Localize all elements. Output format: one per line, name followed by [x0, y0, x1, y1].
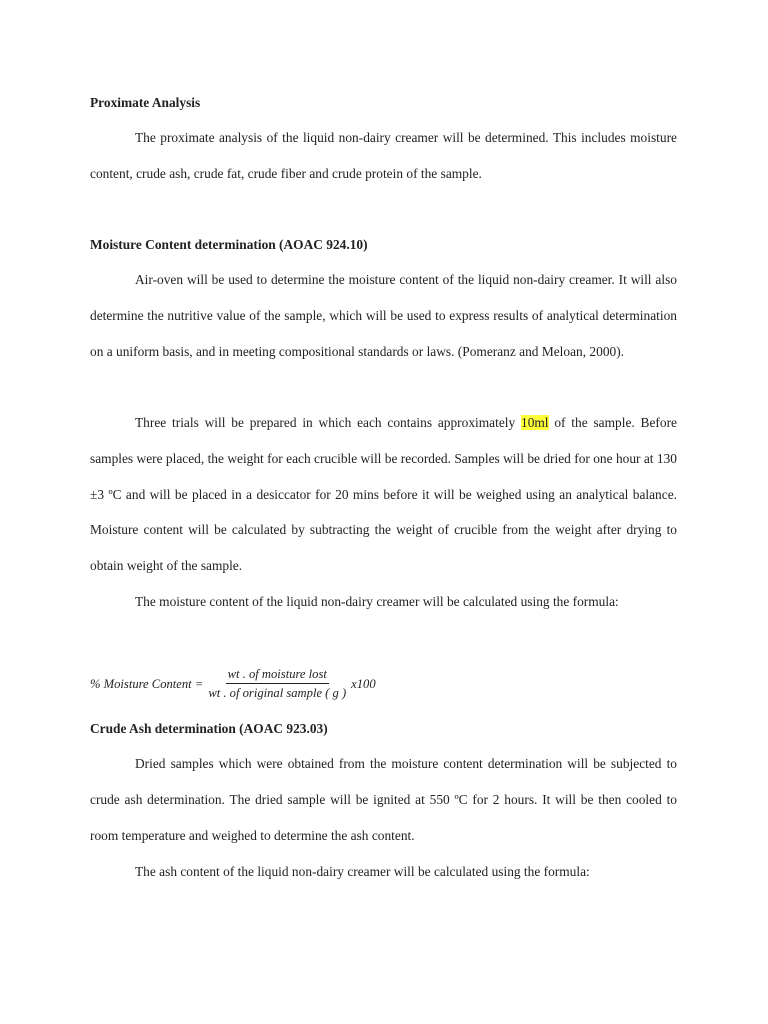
procedure-text-start: Three trials will be prepared in which each contains approximately — [135, 415, 521, 430]
heading-crude-ash: Crude Ash determination (AOAC 923.03) — [90, 721, 328, 736]
formula-lhs: % Moisture Content = — [90, 676, 204, 691]
heading-proximate-analysis: Proximate Analysis — [90, 95, 201, 110]
moisture-content-formula — [90, 664, 490, 704]
highlighted-volume: 10ml — [521, 415, 549, 430]
formula-numerator: wt . of moisture lost — [226, 666, 329, 684]
formula-multiplier: x100 — [351, 676, 376, 691]
formula-denominator: wt . of original sample ( g ) — [208, 686, 347, 700]
formula-fraction — [206, 666, 348, 702]
paragraph-moisture-formula-intro: The moisture content of the liquid non-dairy creamer will be calculated using the formula: — [135, 594, 619, 609]
paragraph-proximate-intro: The proximate analysis of the liquid non-dairy creamer will be determined. This includes moisture content, crude ash, crude fat, crude fiber and crude protein of the sample. — [90, 130, 677, 181]
paragraph-ash-procedure: Dried samples which were obtained from the moisture content determination will be subjected to crude ash determination. The dried sample will be ignited at 550 ºC for 2 hours. It will be then cooled to room temperature and weighed to determine the ash content. — [90, 756, 677, 843]
paragraph-moisture-method: Air-oven will be used to determine the moisture content of the liquid non-dairy creamer. It will also determine the nutritive value of the sample, which will be used to express results of analytical determination on a uniform basis, and in meeting compositional standards or laws. (Pomeranz and Meloan, 2000). — [90, 272, 677, 359]
paragraph-moisture-procedure — [90, 405, 677, 584]
paragraph-ash-formula-intro: The ash content of the liquid non-dairy creamer will be calculated using the formula: — [135, 864, 590, 879]
procedure-text-end: of the sample. Before samples were placed, the weight for each crucible will be recorded. Samples will be dried for one hour at 130 ±3 ºC and will be placed in a desiccator for 20 mins before it will be weighed using an analytical balance. Moisture content will be calculated by subtracting the weight of crucible from the weight after drying to obtain weight of the sample. — [90, 415, 677, 574]
heading-moisture-content: Moisture Content determination (AOAC 924.10) — [90, 237, 368, 252]
